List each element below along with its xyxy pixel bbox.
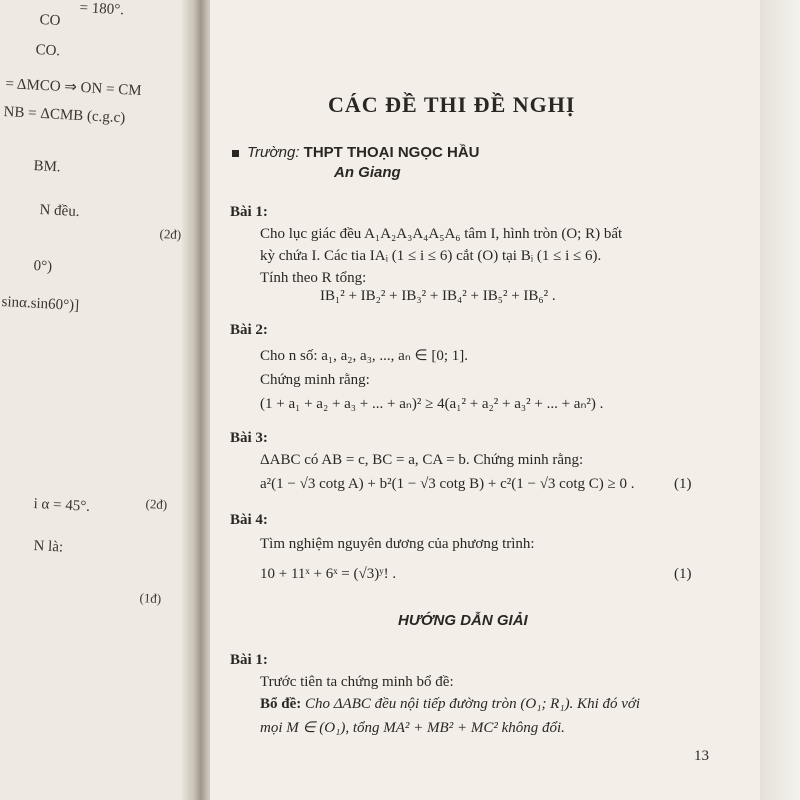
left-fragment: (2đ) [159, 226, 182, 243]
school-separator: : [295, 144, 300, 161]
left-fragment: NB = ΔCMB (c.g.c) [3, 104, 126, 127]
equation-number: (1) [674, 476, 692, 492]
lemma-line [260, 696, 640, 713]
problem-4-line: Tìm nghiệm nguyên dương của phương trình: [260, 536, 535, 552]
left-fragment: i α = 45°. [33, 496, 91, 515]
left-fragment: CO. [35, 42, 61, 60]
problem-1-line: Cho lục giác đều A₁A₂A₃A₄A₅A₆ tâm I, hình tròn (O; R) bất [260, 226, 623, 242]
left-fragment: 0°) [33, 258, 53, 275]
page-title: CÁC ĐỀ THI ĐỀ NGHỊ [328, 92, 576, 117]
problem-4-heading: Bài 4: [230, 512, 268, 528]
problem-1-line: Tính theo R tổng: [260, 270, 367, 286]
right-page [210, 0, 760, 800]
left-fragment: BM. [33, 158, 62, 176]
lemma-text: Cho ΔABC đều nội tiếp đường tròn (O₁; R₁). Khi đó với [305, 696, 641, 712]
left-fragment: sinα.sin60°)] [1, 294, 80, 315]
solution-line: Trước tiên ta chứng minh bổ đề: [260, 674, 454, 690]
left-fragment: = ΔMCO ⇒ ON = CM [5, 75, 142, 100]
bullet-square-icon [232, 150, 239, 157]
school-label: Trường [247, 144, 296, 161]
problem-1-line: kỳ chứa I. Các tia IAᵢ (1 ≤ i ≤ 6) cắt (O) tại Bᵢ (1 ≤ i ≤ 6). [260, 248, 602, 264]
problem-1-heading: Bài 1: [230, 204, 268, 220]
lemma-line: mọi M ∈ (O₁), tổng MA² + MB² + MC² không đổi. [260, 720, 565, 736]
page-edge [760, 0, 800, 800]
equation-number: (1) [674, 566, 692, 582]
problem-2-formula: (1 + a₁ + a₂ + a₃ + ... + aₙ)² ≥ 4(a₁² + a₂² + a₃² + ... + aₙ²) . [260, 396, 604, 412]
problem-2-heading: Bài 2: [230, 322, 268, 338]
left-fragment: N đều. [39, 202, 80, 221]
problem-4-formula: 10 + 11ˣ + 6ˣ = (√3)ʸ! . [260, 566, 397, 582]
problem-3-formula: a²(1 − √3 cotg A) + b²(1 − √3 cotg B) + c²(1 − √3 cotg C) ≥ 0 . [260, 476, 635, 492]
province: An Giang [334, 164, 401, 181]
page-number: 13 [694, 748, 709, 764]
left-fragment: CO [39, 12, 61, 30]
solution-1-heading: Bài 1: [230, 652, 268, 668]
problem-3-line: ΔABC có AB = c, BC = a, CA = b. Chứng minh rằng: [260, 452, 584, 468]
left-fragment: N là: [33, 538, 64, 556]
left-fragment: (1đ) [139, 590, 162, 607]
problem-1-formula: IB₁² + IB₂² + IB₃² + IB₄² + IB₅² + IB₆² . [320, 288, 556, 304]
left-fragment: (2đ) [145, 496, 168, 513]
lemma-label: Bổ đề: [260, 696, 302, 712]
left-fragment: = 180°. [79, 0, 125, 19]
problem-2-line: Cho n số: a₁, a₂, a₃, ..., aₙ ∈ [0; 1]. [260, 348, 469, 364]
problem-2-line: Chứng minh rằng: [260, 372, 370, 388]
school-name: THPT THOẠI NGỌC HẦU [303, 144, 480, 161]
problem-3-heading: Bài 3: [230, 430, 268, 446]
left-page [0, 0, 188, 800]
school-line [232, 144, 479, 161]
solutions-heading: HƯỚNG DẪN GIẢI [398, 612, 528, 629]
